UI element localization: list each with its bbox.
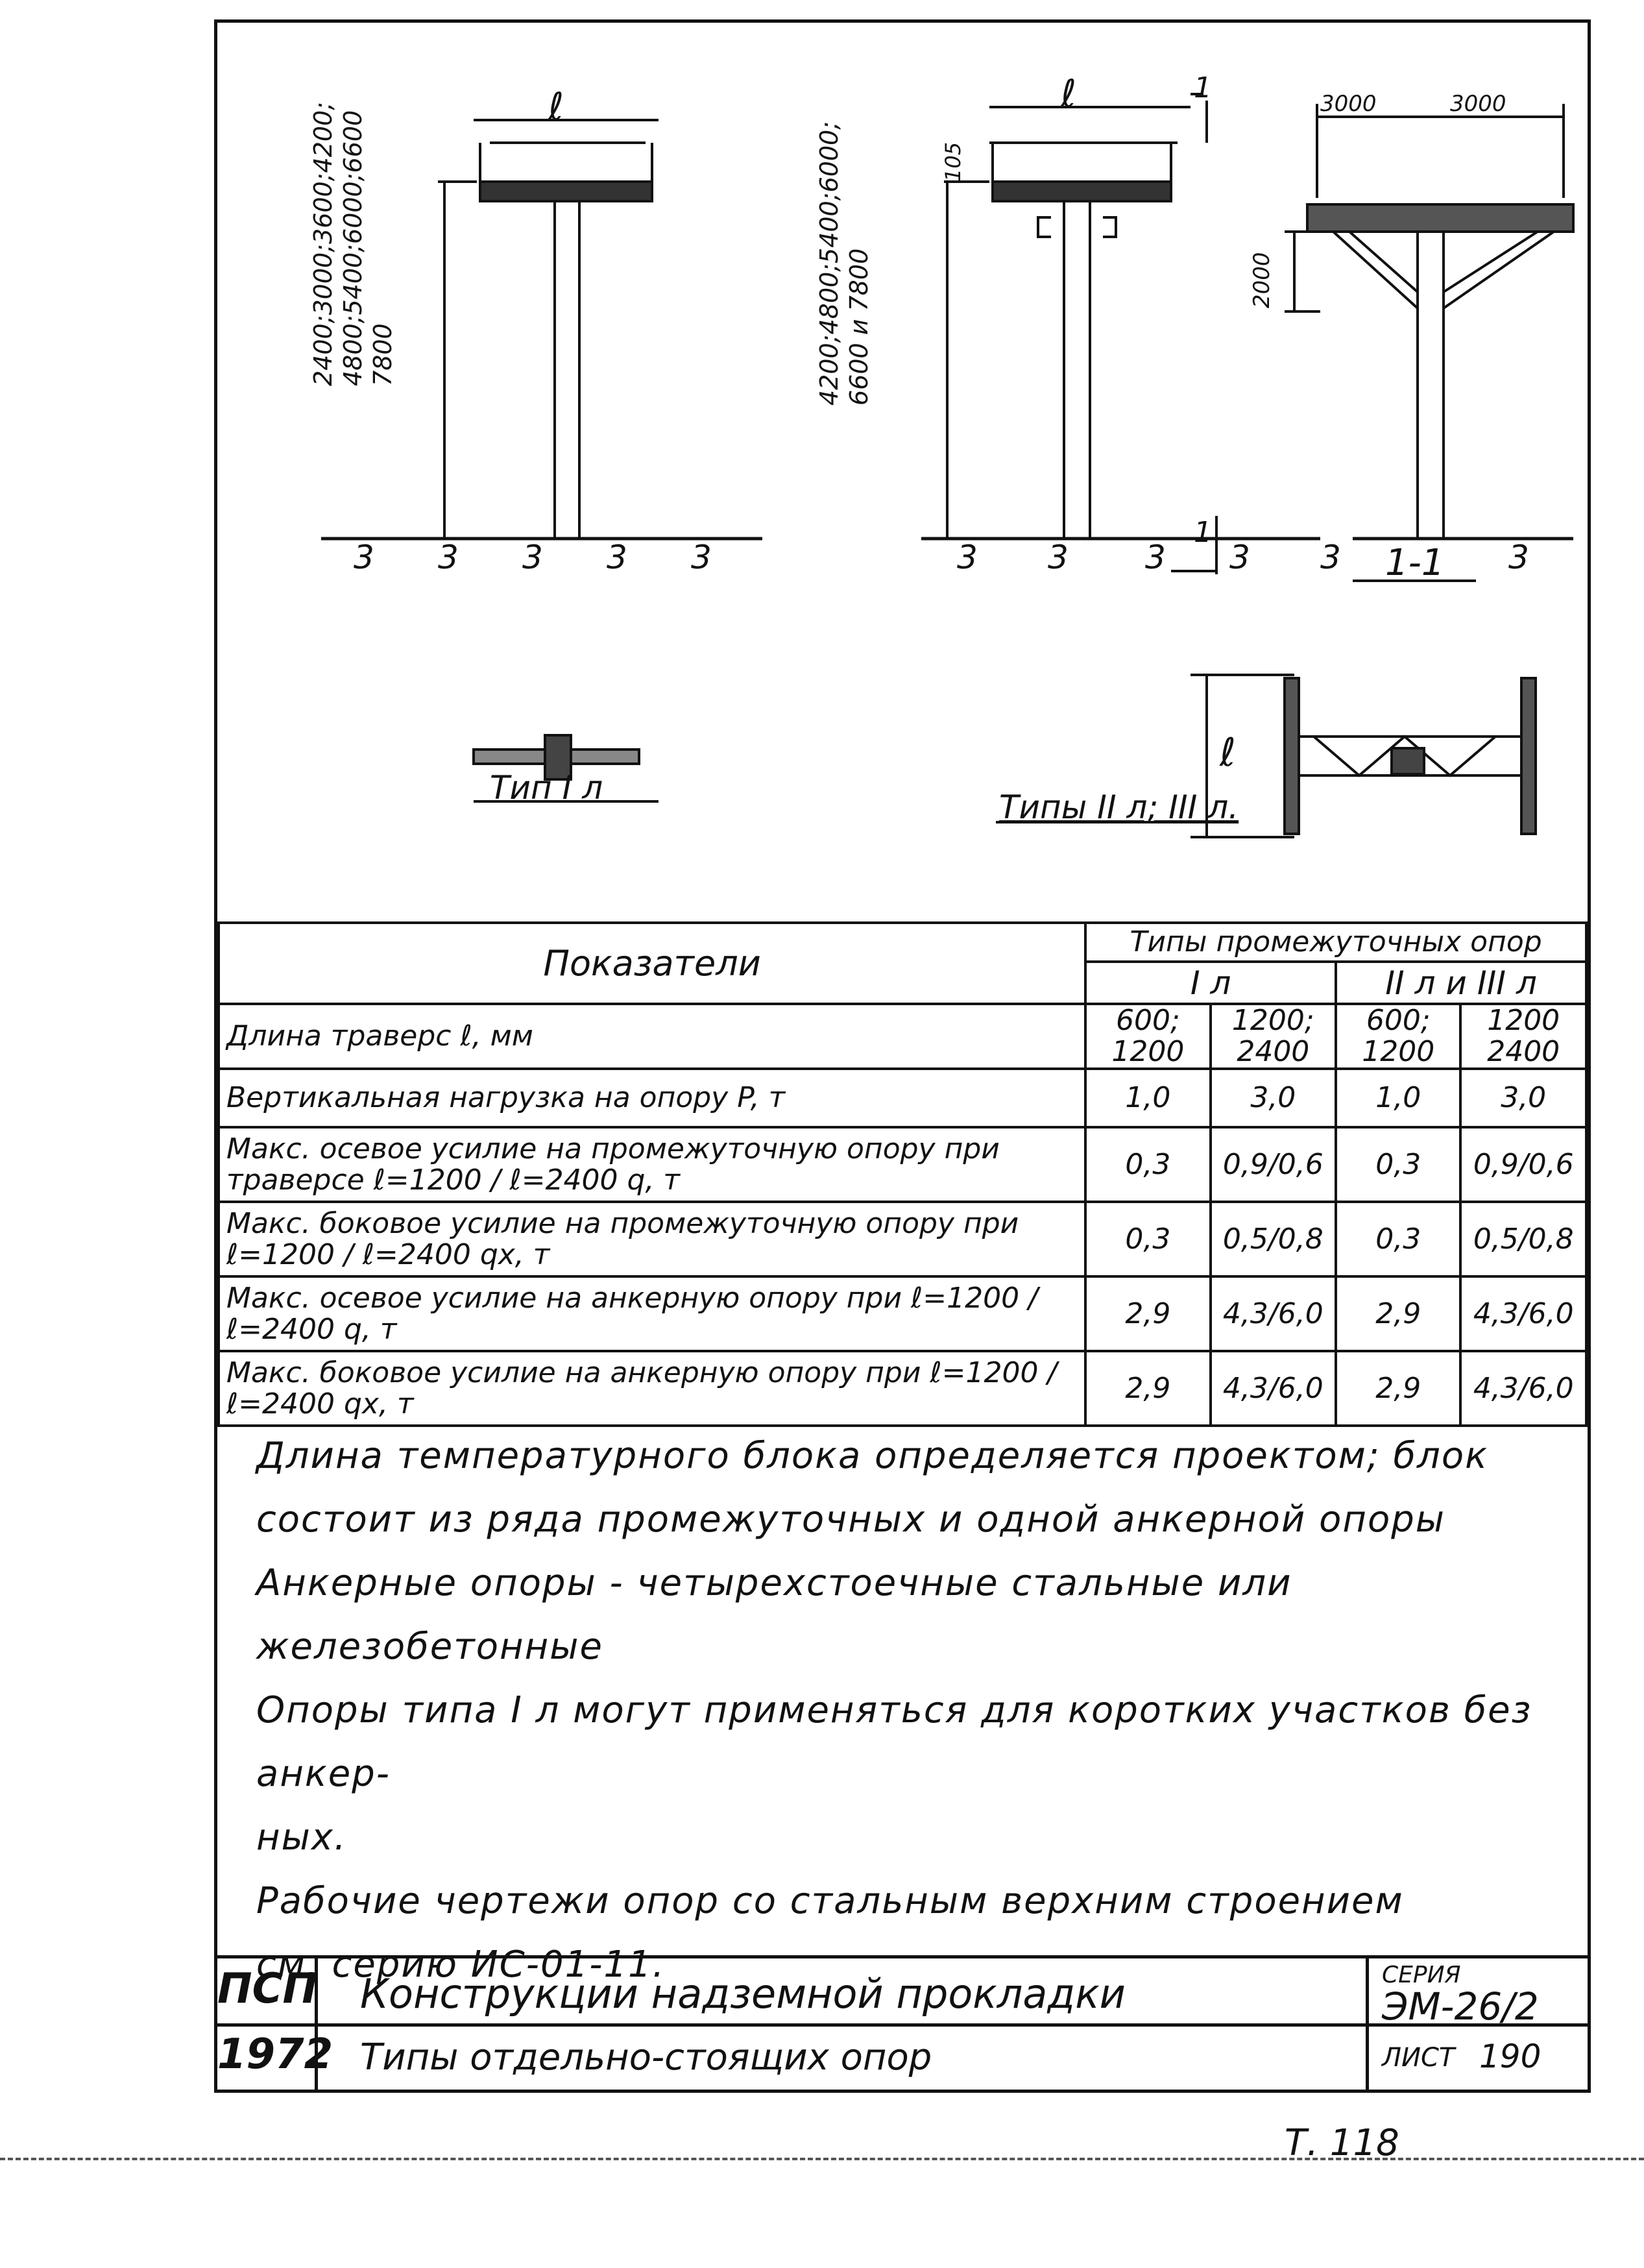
ground-mark: 3: [1320, 539, 1341, 576]
ground-mark: 3: [957, 539, 978, 576]
row-label: Макс. осевое усилие на анкерную опору при ℓ=1200 / ℓ=2400 q, т: [219, 1276, 1085, 1351]
table-row: [219, 1351, 1586, 1426]
type-1-label: Тип I л: [490, 769, 603, 807]
row-label: Вертикальная нагрузка на опору P, т: [219, 1069, 1085, 1127]
section-label: 1-1: [1385, 542, 1445, 584]
ground-mark: 3: [522, 539, 543, 576]
row-value: 0,3: [1336, 1127, 1460, 1202]
row-value: 3,0: [1211, 1069, 1336, 1127]
ground-mark: 3: [691, 539, 712, 576]
table-row: [219, 1004, 1586, 1069]
title-line-2: Типы отдельно-стоящих опор: [360, 2036, 932, 2079]
series-label: СЕРИЯ: [1382, 1962, 1461, 1988]
title-cell: [315, 1958, 1353, 2093]
series-cell: [1366, 1958, 1591, 2093]
note-line: Длина температурного блока определяется проектом; блок: [256, 1435, 1488, 1477]
row-label: Макс. боковое усилие на анкерную опору при ℓ=1200 / ℓ=2400 qx, т: [219, 1351, 1085, 1426]
middle-heights: 4200;4800;5400;6000; 6600 и 7800: [815, 121, 873, 406]
dim-3000-a: 3000: [1320, 91, 1377, 117]
ground-mark: 3: [1048, 539, 1069, 576]
parameters-table: [217, 921, 1588, 1427]
footer-mark: Т. 118: [1285, 2122, 1399, 2164]
row-value: 600; 1200: [1336, 1004, 1460, 1069]
note-line: ных.: [256, 1816, 347, 1859]
row-label: Макс. боковое усилие на промежуточную опору при ℓ=1200 / ℓ=2400 qx, т: [219, 1202, 1085, 1276]
dim-3000-b: 3000: [1450, 91, 1506, 117]
drawing-sheet: [214, 19, 1591, 2093]
row-value: 4,3/6,0: [1211, 1351, 1336, 1426]
row-value: 2,9: [1085, 1276, 1210, 1351]
sheet-label: ЛИСТ: [1382, 2043, 1455, 2073]
row-label: Макс. осевое усилие на промежуточную опору при траверсе ℓ=1200 / ℓ=2400 q, т: [219, 1127, 1085, 1202]
header-parameters: Показатели: [219, 923, 1085, 1004]
dim-l-middle: ℓ: [1061, 71, 1076, 116]
header-type-2-3: II л и III л: [1336, 962, 1586, 1004]
row-value: 2,9: [1336, 1351, 1460, 1426]
ground-mark: 3: [1229, 539, 1250, 576]
row-value: 1,0: [1336, 1069, 1460, 1127]
row-value: 4,3/6,0: [1211, 1276, 1336, 1351]
row-value: 0,9/0,6: [1460, 1127, 1586, 1202]
section-mark-bottom: 1: [1194, 516, 1212, 549]
dim-2000: 2000: [1249, 252, 1275, 308]
dim-l-left: ℓ: [548, 84, 564, 128]
sheet-number: 190: [1479, 2038, 1541, 2075]
row-value: 4,3/6,0: [1460, 1351, 1586, 1426]
note-line: см. серию ИС-01-11.: [256, 1944, 666, 1986]
ground-mark: 3: [354, 539, 374, 576]
row-value: 0,9/0,6: [1211, 1127, 1336, 1202]
org-cell: [217, 1958, 333, 2093]
row-label: Длина траверс ℓ, мм: [219, 1004, 1085, 1069]
row-value: 600; 1200: [1085, 1004, 1210, 1069]
row-value: 2,9: [1336, 1276, 1460, 1351]
row-value: 0,3: [1085, 1127, 1210, 1202]
note-line: состоит из ряда промежуточных и одной анкерной опоры: [256, 1498, 1445, 1541]
header-type-1: I л: [1085, 962, 1336, 1004]
row-value: 0,3: [1336, 1202, 1460, 1276]
row-value: 1200; 2400: [1211, 1004, 1336, 1069]
type-2-3-label: Типы II л; III л.: [999, 788, 1239, 826]
left-heights: 2400;3000;3600;4200; 4800;5400;6000;6600 7800: [309, 101, 397, 386]
note-line: Опоры типа I л могут применяться для коротких участков без анкер-: [256, 1689, 1532, 1795]
header-types: Типы промежуточных опор: [1085, 923, 1586, 962]
note-line: Анкерные опоры - четырехстоечные стальные или железобетонные: [256, 1562, 1292, 1668]
row-value: 1,0: [1085, 1069, 1210, 1127]
org-year: 1972: [217, 2023, 315, 2079]
ground-mark: 3: [1508, 539, 1529, 576]
row-value: 1200 2400: [1460, 1004, 1586, 1069]
row-value: 0,5/0,8: [1211, 1202, 1336, 1276]
row-value: 4,3/6,0: [1460, 1276, 1586, 1351]
table-row: [219, 1069, 1586, 1127]
support-drawings: [217, 23, 1588, 921]
note-line: Рабочие чертежи опор со стальным верхним строением: [256, 1880, 1404, 1922]
row-value: 3,0: [1460, 1069, 1586, 1127]
plan-dim-l: ℓ: [1220, 730, 1236, 775]
row-value: 0,3: [1085, 1202, 1210, 1276]
section-mark-top: 1: [1194, 71, 1212, 104]
title-line-1: Конструкции надземной прокладки: [360, 1970, 1126, 2018]
ground-mark: 3: [607, 539, 627, 576]
notes-block: [256, 1424, 1580, 1997]
org-name: ПСП: [217, 1965, 318, 2013]
row-value: 0,5/0,8: [1460, 1202, 1586, 1276]
dim-105: 105: [941, 141, 965, 182]
bottom-cut-line: [0, 2158, 1644, 2160]
table-row: [219, 1276, 1586, 1351]
table-row: [219, 1127, 1586, 1202]
ground-mark: 3: [1145, 539, 1166, 576]
table-row: [219, 1202, 1586, 1276]
title-block: [217, 1955, 1588, 2093]
ground-mark: 3: [438, 539, 459, 576]
series-code: ЭМ-26/2: [1382, 1984, 1539, 2029]
row-value: 2,9: [1085, 1351, 1210, 1426]
